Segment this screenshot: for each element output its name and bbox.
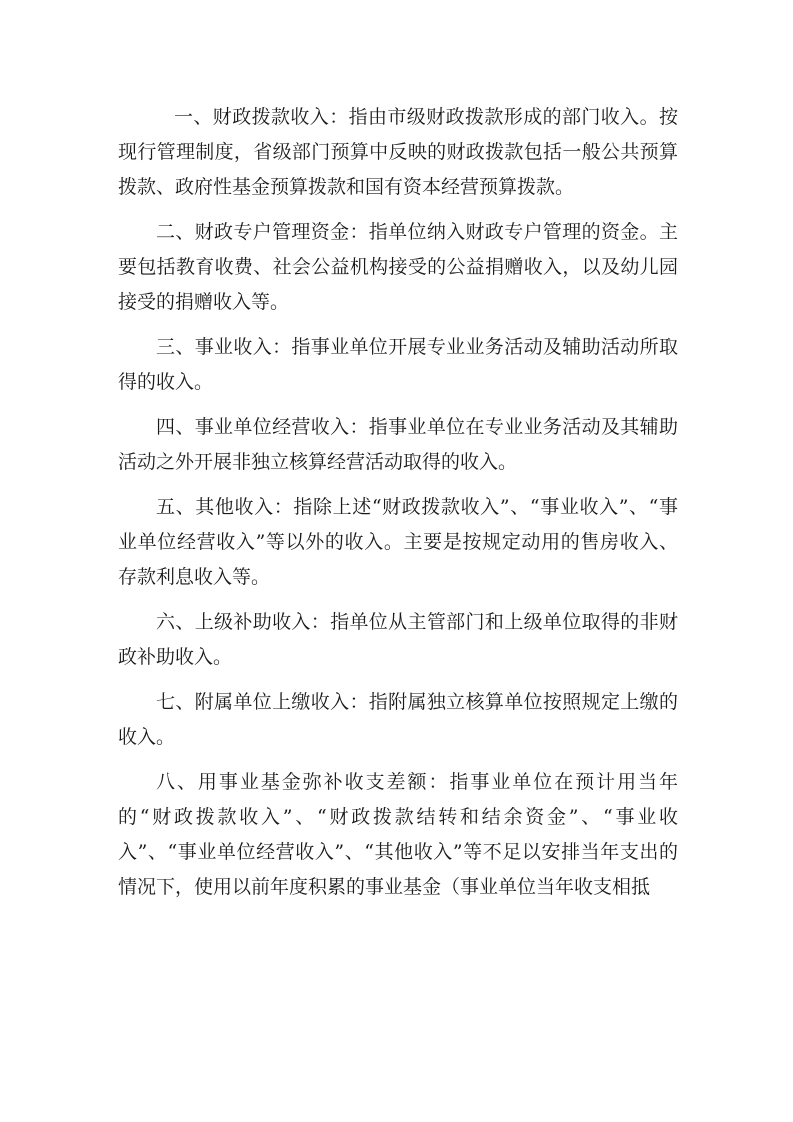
paragraph-fiscal-appropriation-income: 一、财政拨款收入：指由市级财政拨款形成的部门收入。按现行管理制度，省级部门预算中反映的财政拨款包括一般公共预算拨款、政府性基金预算拨款和国有资本经营预算拨款。 [118, 106, 678, 198]
paragraph-operating-income: 四、事业单位经营收入：指事业单位在专业业务活动及其辅助活动之外开展非独立核算经营活动取得的收入。 [118, 416, 678, 473]
paragraph-fiscal-special-account-funds: 二、财政专户管理资金：指单位纳入财政专户管理的资金。主要包括教育收费、社会公益机构接受的公益捐赠收入，以及幼儿园接受的捐赠收入等。 [118, 221, 678, 313]
paragraph-superior-subsidy-income: 六、上级补助收入：指单位从主管部门和上级单位取得的非财政补助收入。 [118, 611, 678, 668]
document-body [118, 100, 678, 915]
paragraph-business-fund-offset: 八、用事业基金弥补收支差额：指事业单位在预计用当年的“财政拨款收入”、“财政拨款结转和结余资金”、“事业收入”、“事业单位经营收入”、“其他收入”等不足以安排当年支出的情况下，使用以前年度积累的事业基金（事业单位当年收支相抵 [118, 771, 678, 898]
paragraph-other-income: 五、其他收入：指除上述“财政拨款收入”、“事业收入”、“事业单位经营收入”等以外的收入。主要是按规定动用的售房收入、存款利息收入等。 [118, 496, 678, 588]
paragraph-business-income: 三、事业收入：指事业单位开展专业业务活动及辅助活动所取得的收入。 [118, 336, 678, 393]
paragraph-affiliated-unit-remittance: 七、附属单位上缴收入：指附属独立核算单位按照规定上缴的收入。 [118, 691, 678, 748]
